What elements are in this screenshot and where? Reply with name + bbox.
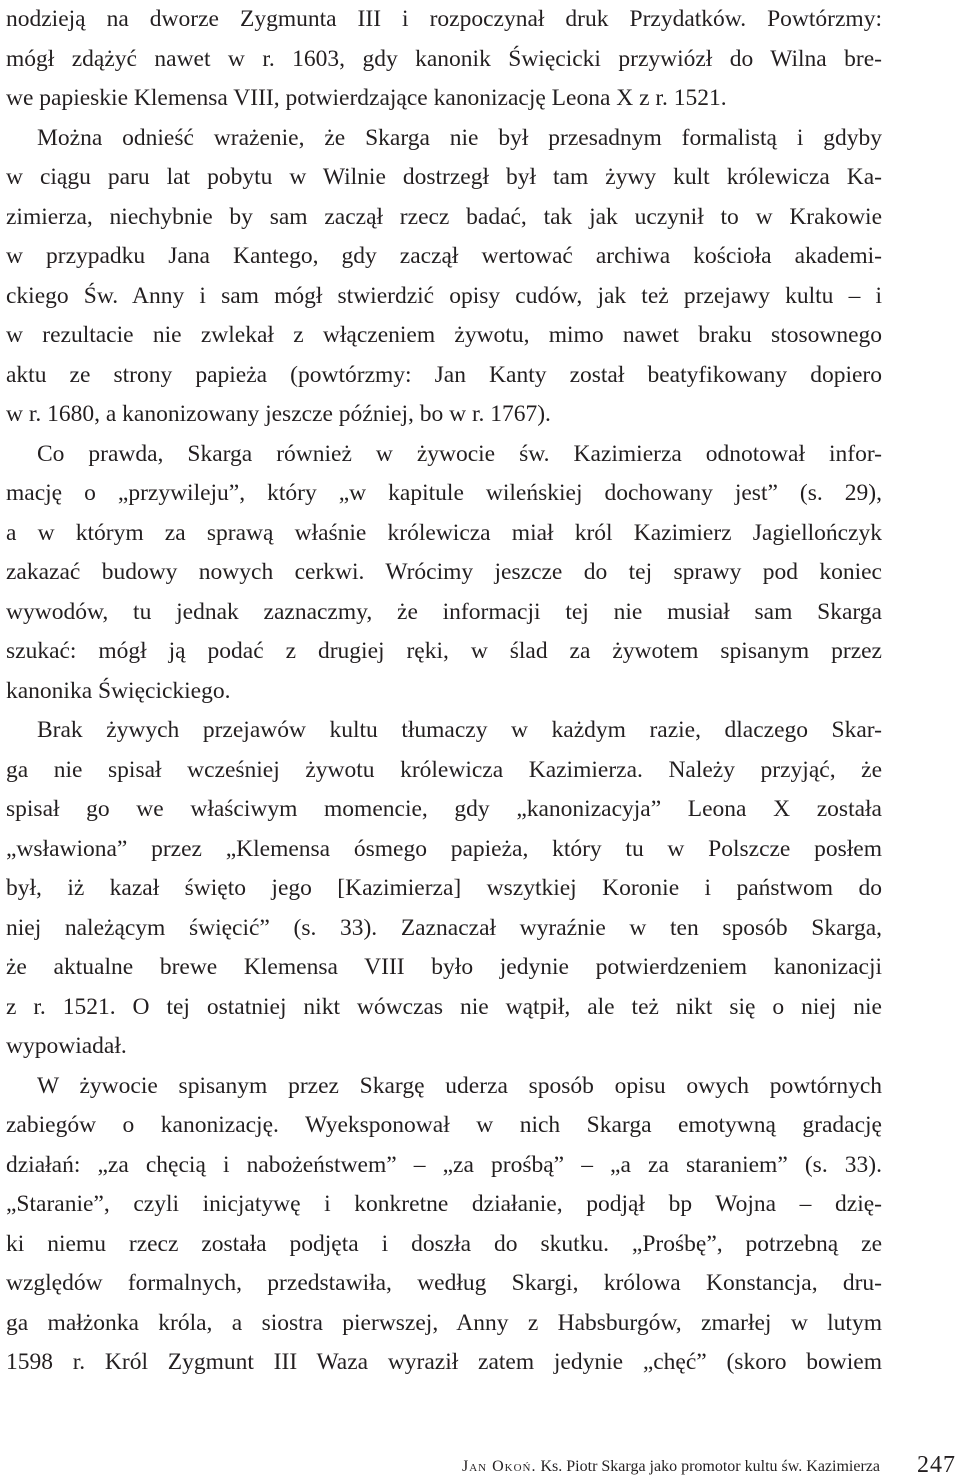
text-line: w przypadku Jana Kantego, gdy zaczął wertować archiwa kościoła akademi- <box>6 243 882 269</box>
text-line: w rezultacie nie zwlekał z włączeniem żywotu, mimo nawet braku stosownego <box>6 322 882 348</box>
text-line: zabiegów o kanonizację. Wyeksponował w nich Skarga emotywną gradację <box>6 1112 882 1138</box>
text-line: zimierza, niechybnie by sam zaczął rzecz badać, tak jak uczynił to w Krakowie <box>6 203 882 230</box>
text-line: 1598 r. Król Zygmunt III Waza wyraził zatem jedynie „chęć” (skoro bowiem <box>6 1349 882 1375</box>
text-line: Co prawda, Skarga również w żywocie św. Kazimierza odnotował infor- <box>37 440 882 467</box>
text-line: z r. 1521. O tej ostatniej nikt wówczas nie wątpił, ale też nikt się o niej nie <box>6 993 882 1020</box>
footer-book-title: Ks. Piotr Skarga jako promotor kultu św. Kazimierza <box>540 1458 880 1475</box>
text-line: W żywocie spisanym przez Skargę uderza sposób opisu owych powtórnych <box>37 1072 882 1099</box>
text-line: działań: „za chęcią i nabożeństwem” – „za prośbą” – „a za staraniem” (s. 33). <box>6 1151 882 1178</box>
text-line: wywodów, tu jednak zaznaczmy, że informacji tej nie musiał sam Skarga <box>6 598 882 625</box>
text-line: aktu ze strony papieża (powtórzmy: Jan Kanty został beatyfikowany dopiero <box>6 361 882 388</box>
text-line: ga małżonka króla, a siostra pierwszej, Anny z Habsburgów, zmarłej w lutym <box>6 1309 882 1336</box>
text-line: „Staranie”, czyli inicjatywę i konkretne działanie, podjął bp Wojna – dzię- <box>6 1191 882 1217</box>
text-line: mację o „przywileju”, który „w kapitule wileńskiej dochowany jest” (s. 29), <box>6 480 882 506</box>
page-number: 247 <box>917 1452 956 1478</box>
text-line: zakazać budowy nowych cerkwi. Wrócimy jeszcze do tej sprawy pod koniec <box>6 559 882 585</box>
text-line: nodzieją na dworze Zygmunta III i rozpoczynał druk Przydatków. Powtórzmy: <box>6 6 882 32</box>
text-line: ckiego Św. Anny i sam mógł stwierdzić opisy cudów, jak też przejawy kultu – i <box>6 282 882 309</box>
text-line: „wsławiona” przez „Klemensa ósmego papieża, który tu w Polszcze posłem <box>6 835 882 862</box>
text-line: mógł zdążyć nawet w r. 1603, gdy kanonik Święcicki przywiózł do Wilna bre- <box>6 45 882 72</box>
page-body <box>6 0 882 1383</box>
text-line: wypowiadał. <box>6 1033 127 1059</box>
running-title <box>462 1458 880 1476</box>
text-line: w ciągu paru lat pobytu w Wilnie dostrzegł był tam żywy kult królewicza Ka- <box>6 164 882 190</box>
running-footer <box>0 1452 960 1482</box>
text-line: ki niemu rzecz została podjęta i doszła do skutku. „Prośbę”, potrzebną ze <box>6 1230 882 1257</box>
text-line: niej należącym święcić” (s. 33). Zaznaczał wyraźnie w ten sposób Skarga, <box>6 914 882 941</box>
footer-author: Jan Okoń. <box>461 1458 537 1475</box>
text-line: że aktualne brewe Klemensa VIII było jedynie potwierdzeniem kanonizacji <box>6 954 882 980</box>
text-line: we papieskie Klemensa VIII, potwierdzające kanonizację Leona X z r. 1521. <box>6 85 727 111</box>
text-line: spisał go we właściwym momencie, gdy „kanonizacyja” Leona X została <box>6 796 882 822</box>
text-line: szukać: mógł ją podać z drugiej ręki, w ślad za żywotem spisanym przez <box>6 638 882 664</box>
text-line: kanonika Święcickiego. <box>6 677 231 704</box>
text-line: względów formalnych, przedstawiła, według Skargi, królowa Konstancja, dru- <box>6 1270 882 1296</box>
text-line: Można odnieść wrażenie, że Skarga nie był przesadnym formalistą i gdyby <box>37 124 882 151</box>
text-line: w r. 1680, a kanonizowany jeszcze później, bo w r. 1767). <box>6 401 551 427</box>
text-line: ga nie spisał wcześniej żywotu królewicza Kazimierza. Należy przyjąć, że <box>6 756 882 783</box>
text-line: Brak żywych przejawów kultu tłumaczy w każdym razie, dlaczego Skar- <box>37 717 882 743</box>
text-line: a w którym za sprawą właśnie królewicza miał król Kazimierz Jagiellończyk <box>6 519 882 546</box>
text-line: był, iż kazał święto jego [Kazimierza] wszytkiej Koronie i państwom do <box>6 875 882 901</box>
